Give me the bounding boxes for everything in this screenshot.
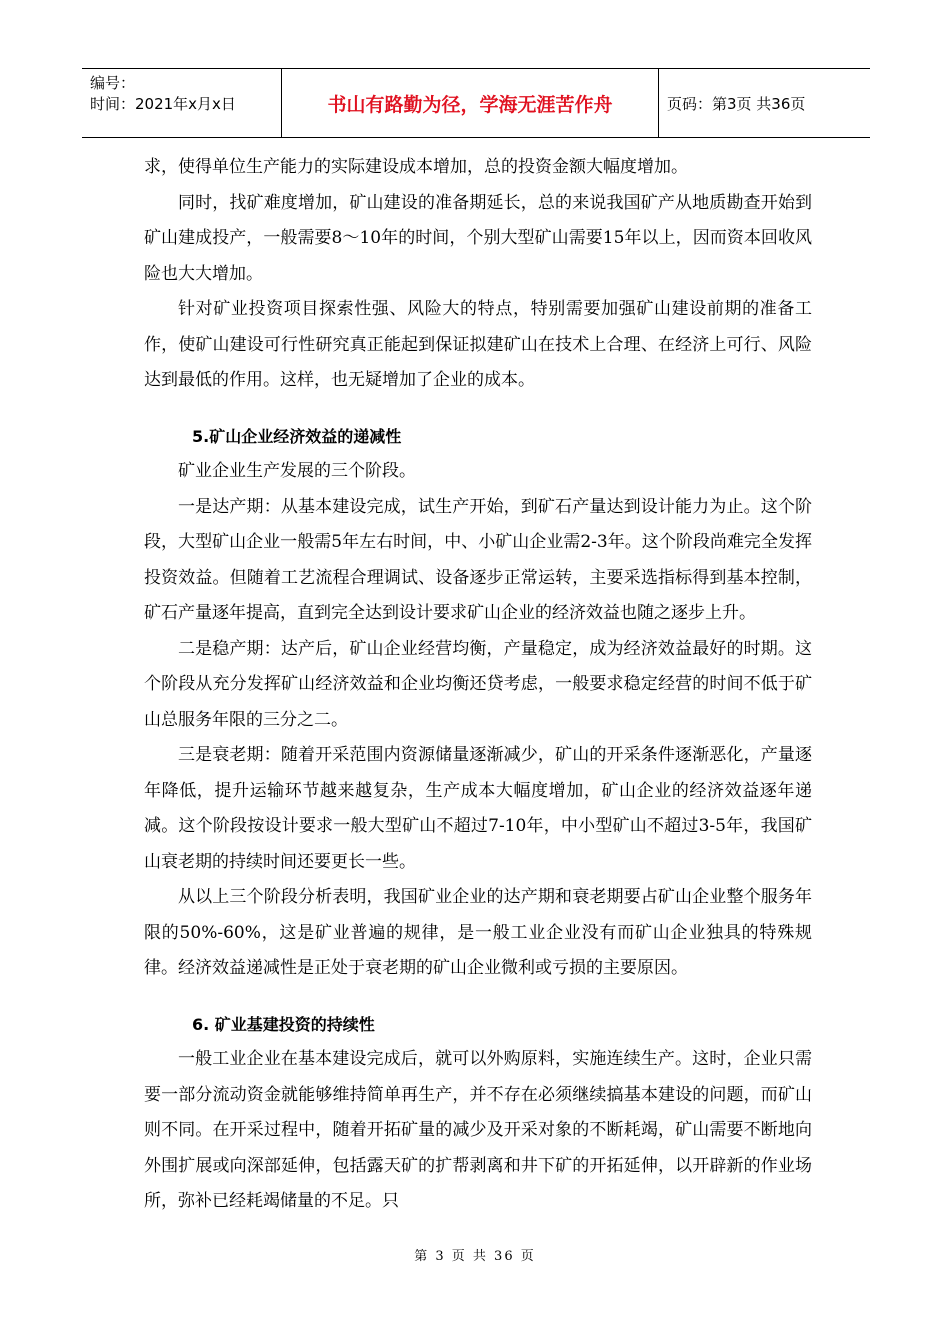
paragraph: 同时，找矿难度增加，矿山建设的准备期延长，总的来说我国矿产从地质勘查开始到矿山建成投产，一般需要8～10年的时间，个别大型矿山需要15年以上，因而资本回收风险也大大增加。 xyxy=(144,192,812,284)
section-heading: 6. 矿业基建投资的持续性 xyxy=(192,1014,375,1034)
header-left-cell xyxy=(82,69,282,137)
paragraph: 一是达产期：从基本建设完成，试生产开始，到矿石产量达到设计能力为止。这个阶段，大型矿山企业一般需5年左右时间，中、小矿山企业需2-3年。这个阶段尚难完全发挥投资效益。但随着工艺流程合理调试、设备逐步正常运转，主要采选指标得到基本控制，矿石产量逐年提高，直到完全达到设计要求矿山企业的经济效益也随之逐步上升。 xyxy=(144,496,812,623)
section-heading: 5.矿山企业经济效益的递减性 xyxy=(192,426,402,446)
paragraph: 三是衰老期：随着开采范围内资源储量逐渐减少，矿山的开采条件逐渐恶化，产量逐年降低，提升运输环节越来越复杂，生产成本大幅度增加，矿山企业的经济效益逐年递减。这个阶段按设计要求一般大型矿山不超过7-10年，中小型矿山不超过3-5年，我国矿山衰老期的持续时间还要更长一些。 xyxy=(144,745,812,872)
paragraph: 二是稳产期：达产后，矿山企业经营均衡，产量稳定，成为经济效益最好的时期。这个阶段从充分发挥矿山经济效益和企业均衡还贷考虑，一般要求稳定经营的时间不低于矿山总服务年限的三分之二。 xyxy=(144,638,812,730)
date-label: 时间：2021年x月x日 xyxy=(90,95,236,113)
page-footer: 第 3 页 共 36 页 xyxy=(414,1249,536,1264)
motto: 书山有路勤为径，学海无涯苦作舟 xyxy=(282,69,659,137)
number-label: 编号： xyxy=(90,74,136,92)
paragraph: 求，使得单位生产能力的实际建设成本增加，总的投资金额大幅度增加。 xyxy=(144,157,688,177)
paragraph: 针对矿业投资项目探索性强、风险大的特点，特别需要加强矿山建设前期的准备工作，使矿山建设可行性研究真正能起到保证拟建矿山在技术上合理、在经济上可行、风险达到最低的作用。这样，也无疑增加了企业的成本。 xyxy=(144,299,812,390)
page-info: 页码：第3页 共36页 xyxy=(667,94,806,113)
paragraph: 从以上三个阶段分析表明，我国矿业企业的达产期和衰老期要占矿山企业整个服务年限的50%-60%，这是矿业普遍的规律，是一般工业企业没有而矿山企业独具的特殊规律。经济效益递减性是正处于衰老期的矿山企业微利或亏损的主要原因。 xyxy=(144,887,812,978)
paragraph: 矿业企业生产发展的三个阶段。 xyxy=(178,461,416,481)
paragraph: 一般工业企业在基本建设完成后，就可以外购原料，实施连续生产。这时，企业只需要一部分流动资金就能够维持简单再生产，并不存在必须继续搞基本建设的问题，而矿山则不同。在开采过程中，随着开拓矿量的减少及开采对象的不断耗竭，矿山需要不断地向外围扩展或向深部延伸，包括露天矿的扩帮剥离和井下矿的开拓延伸，以开辟新的作业场所，弥补已经耗竭储量的不足。只 xyxy=(144,1049,812,1211)
header-table xyxy=(82,68,870,138)
document-body xyxy=(144,150,812,1220)
